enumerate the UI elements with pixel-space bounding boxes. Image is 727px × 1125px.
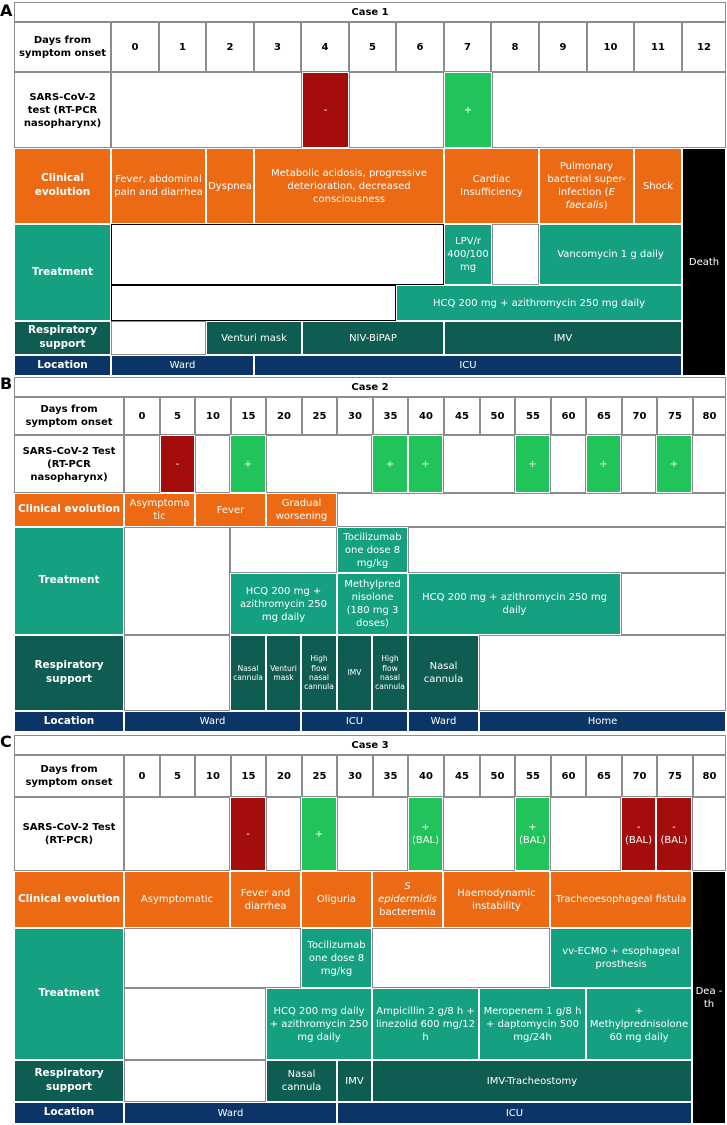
case2-day-header: 75 (657, 397, 693, 435)
case3-day-header: 80 (693, 755, 726, 797)
case3-clinical-text (375, 880, 440, 919)
case2-test-empty (692, 435, 726, 493)
case3-test-empty (266, 797, 301, 871)
case2-clinical-label: Clinical evolution (14, 493, 124, 527)
case1-test-empty (492, 72, 726, 148)
case3-treatment-drug: HCQ 200 mg daily + azithromycin 250 mg daily (266, 988, 372, 1060)
case3-test-empty (443, 797, 515, 871)
case3-day-header: 25 (302, 755, 337, 797)
case2-day-header: 80 (693, 397, 726, 435)
case3-day-header: 0 (124, 755, 160, 797)
case2-days-label: Days from symptom onset (14, 397, 124, 435)
case3-test-negative-bal: - (BAL) (621, 797, 656, 871)
case3-clinical-text: bacteremia (379, 907, 436, 918)
case2-test-label: SARS-CoV-2 Test (RT-PCR nasopharynx) (14, 435, 124, 493)
case3-day-header: 75 (657, 755, 693, 797)
case2-treatment-empty (621, 573, 726, 635)
case1-clinical-event: Dyspnea (206, 148, 254, 224)
case1-test-day4-negative: - (302, 72, 349, 148)
case1-day-header: 6 (396, 22, 444, 72)
case1-clinical-event: Metabolic acidosis, progressive deterioration, decreased consciousness (254, 148, 444, 224)
case3-test-positive-bal: + (BAL) (515, 797, 550, 871)
case1-clinical-event: Fever, abdominal pain and diarrhea (111, 148, 206, 224)
case3-respiratory-support: IMV (337, 1060, 372, 1102)
case2-respiratory-label: Respiratory support (14, 635, 124, 711)
case3-treatment-drug: vv-ECMO + esophageal prosthesis (550, 928, 692, 988)
case2-location: Home (479, 711, 726, 732)
case1-clinical-organism: E faecalis (565, 187, 615, 211)
case2-test-positive: + (656, 435, 692, 493)
case3-day-header: 15 (231, 755, 266, 797)
case2-treatment-drug: HCQ 200 mg + azithromycin 250 mg daily (408, 573, 621, 635)
case1-treatment-empty (111, 285, 396, 321)
case2-test-positive: + (408, 435, 443, 493)
case1-clinical-event: Shock (634, 148, 682, 224)
case2-day-header: 20 (266, 397, 302, 435)
case2-treatment-drug: HCQ 200 mg + azithromycin 250 mg daily (230, 573, 337, 635)
case3-treatment-empty (124, 928, 301, 988)
case3-days-label: Days from symptom onset (14, 755, 124, 797)
case2-day-header: 70 (622, 397, 657, 435)
case2-treatment-label: Treatment (14, 527, 124, 635)
case2-test-empty (550, 435, 586, 493)
case2-treatment-empty (124, 527, 230, 635)
case1-clinical-text (542, 160, 631, 212)
case2-test-empty (621, 435, 656, 493)
case1-treatment-drug: HCQ 200 mg + azithromycin 250 mg daily (396, 285, 682, 321)
case1-day-header: 0 (111, 22, 159, 72)
case2-treatment-empty (408, 527, 726, 573)
case2-respiratory-support: High flow nasal cannula (372, 635, 408, 711)
case3-day-header: 20 (266, 755, 302, 797)
case2-day-header: 50 (480, 397, 515, 435)
case1-day-header: 5 (349, 22, 396, 72)
case3-day-header: 30 (337, 755, 373, 797)
case1-location: ICU (254, 355, 682, 376)
case1-day-header: 8 (491, 22, 539, 72)
panel-label-c: C (0, 732, 12, 751)
case2-test-positive: + (586, 435, 621, 493)
case1-respiratory-empty (111, 321, 206, 355)
case2-test-positive: + (230, 435, 266, 493)
case2-treatment-empty (230, 527, 337, 573)
case1-respiratory-support: Venturi mask (206, 321, 302, 355)
case2-day-header: 25 (302, 397, 337, 435)
case3-clinical-event: Haemodynamic instability (443, 871, 550, 928)
case3-treatment-drug: Ampicillin 2 g/8 h + linezolid 600 mg/12 h (372, 988, 479, 1060)
case2-clinical-empty (337, 493, 726, 527)
case1-day-header: 2 (206, 22, 254, 72)
case2-day-header: 35 (373, 397, 408, 435)
panel-label-a: A (0, 1, 13, 20)
case1-day-header: 4 (301, 22, 349, 72)
case2-location: ICU (301, 711, 408, 732)
case3-location-label: Location (14, 1102, 124, 1124)
case3-test-empty (337, 797, 408, 871)
case1-clinical-text: Pulmonary bacterial super-infection ( (547, 161, 626, 198)
case2-test-negative: - (160, 435, 195, 493)
case2-day-header: 30 (337, 397, 373, 435)
case1-day-header: 11 (634, 22, 682, 72)
case2-day-header: 60 (551, 397, 586, 435)
case3-respiratory-support: IMV-Tracheostomy (372, 1060, 692, 1102)
case2-day-header: 40 (408, 397, 444, 435)
case2-respiratory-empty (124, 635, 230, 711)
case1-test-label: SARS-CoV-2 test (RT-PCR nasopharynx) (14, 72, 111, 148)
case2-test-empty (443, 435, 515, 493)
case1-treatment-drug: LPV/r 400/100 mg (444, 224, 492, 285)
case1-treatment-empty (492, 224, 539, 285)
case2-day-header: 10 (195, 397, 231, 435)
case1-days-label: Days from symptom onset (14, 22, 111, 72)
case1-respiratory-support: IMV (444, 321, 682, 355)
case3-respiratory-empty (124, 1060, 266, 1102)
case2-day-header: 15 (231, 397, 266, 435)
case1-clinical-event: Cardiac Insufficiency (444, 148, 539, 224)
case3-test-label: SARS-CoV-2 Test (RT-PCR) (14, 797, 124, 871)
case2-respiratory-support: IMV (337, 635, 372, 711)
case1-clinical-text: ) (603, 200, 608, 211)
case1-test-empty (111, 72, 302, 148)
case3-day-header: 5 (160, 755, 195, 797)
case3-test-positive: + (301, 797, 337, 871)
case3-treatment-drug: + Methylprednisolone 60 mg daily (586, 988, 692, 1060)
case2-location: Ward (124, 711, 301, 732)
case2-location: Ward (408, 711, 479, 732)
case1-day-header: 12 (682, 22, 726, 72)
case3-clinical-event: Oliguria (301, 871, 372, 928)
case1-respiratory-support: NIV-BiPAP (302, 321, 444, 355)
case1-respiratory-label: Respiratory support (14, 321, 111, 355)
case2-clinical-event: Fever (195, 493, 266, 527)
case3-test-empty (124, 797, 230, 871)
case3-clinical-event (372, 871, 443, 928)
case3-day-header: 55 (515, 755, 551, 797)
case3-day-header: 70 (622, 755, 657, 797)
case3-respiratory-label: Respiratory support (14, 1060, 124, 1102)
case1-day-header: 1 (159, 22, 206, 72)
case2-treatment-drug: Methylpred nisolone (180 mg 3 doses) (337, 573, 408, 635)
case2-respiratory-empty (479, 635, 726, 711)
case1-treatment-drug: Vancomycin 1 g daily (539, 224, 682, 285)
case3-treatment-drug: Meropenem 1 g/8 h + daptomycin 500 mg/24h (479, 988, 586, 1060)
case3-treatment-drug: Tocilizumab one dose 8 mg/kg (301, 928, 372, 988)
case1-death: Death (682, 148, 726, 376)
case1-location-label: Location (14, 355, 111, 376)
case3-day-header: 35 (373, 755, 408, 797)
case1-title: Case 1 (14, 2, 726, 22)
case3-clinical-label: Clinical evolution (14, 871, 124, 928)
case2-clinical-event: Asymptoma tic (124, 493, 195, 527)
case3-test-empty (692, 797, 726, 871)
case2-test-positive: + (515, 435, 550, 493)
case1-clinical-event (539, 148, 634, 224)
case2-clinical-event: Gradual worsening (266, 493, 337, 527)
case1-test-empty (349, 72, 444, 148)
case1-test-day7-positive: + (444, 72, 492, 148)
case3-day-header: 45 (444, 755, 480, 797)
case3-test-positive-bal: + (BAL) (408, 797, 443, 871)
case3-respiratory-support: Nasal cannula (266, 1060, 337, 1102)
case3-test-negative-bal: - (BAL) (656, 797, 692, 871)
case2-day-header: 45 (444, 397, 480, 435)
case1-treatment-label: Treatment (14, 224, 111, 321)
case2-test-empty (266, 435, 372, 493)
case3-day-header: 65 (586, 755, 622, 797)
case3-location: Ward (124, 1102, 337, 1124)
case1-clinical-label: Clinical evolution (14, 148, 111, 224)
case2-title: Case 2 (14, 377, 726, 397)
case3-test-empty (550, 797, 621, 871)
case1-day-header: 3 (254, 22, 301, 72)
case3-title: Case 3 (14, 735, 726, 755)
case2-respiratory-support: Venturi mask (266, 635, 301, 711)
case2-treatment-drug: Tocilizumab one dose 8 mg/kg (337, 527, 408, 573)
case2-day-header: 65 (586, 397, 622, 435)
case1-day-header: 10 (587, 22, 634, 72)
case2-test-positive: + (372, 435, 408, 493)
case2-day-header: 55 (515, 397, 551, 435)
case2-respiratory-support: Nasal cannula (408, 635, 479, 711)
case3-test-negative: - (230, 797, 266, 871)
case2-respiratory-support: Nasal cannula (230, 635, 266, 711)
case3-clinical-organism: S epidermidis (378, 881, 437, 905)
case3-day-header: 10 (195, 755, 231, 797)
case3-day-header: 40 (408, 755, 444, 797)
case2-test-empty (195, 435, 230, 493)
case3-treatment-empty (124, 988, 266, 1060)
case1-day-header: 9 (539, 22, 587, 72)
case3-clinical-event: Fever and diarrhea (230, 871, 301, 928)
case3-treatment-label: Treatment (14, 928, 124, 1060)
case3-location: ICU (337, 1102, 692, 1124)
case1-treatment-empty (111, 224, 444, 285)
case1-location: Ward (111, 355, 254, 376)
case3-day-header: 60 (551, 755, 586, 797)
panel-label-b: B (0, 374, 13, 393)
case2-test-empty (124, 435, 160, 493)
case2-location-label: Location (14, 711, 124, 732)
case3-day-header: 50 (480, 755, 515, 797)
case1-day-header: 7 (444, 22, 491, 72)
case3-clinical-event: Asymptomatic (124, 871, 230, 928)
case2-respiratory-support: High flow nasal cannula (301, 635, 337, 711)
case2-day-header: 0 (124, 397, 160, 435)
case3-treatment-empty (372, 928, 550, 988)
case3-death: Dea -th (692, 871, 726, 1124)
case2-day-header: 5 (160, 397, 195, 435)
case3-clinical-event: Tracheoesophageal fistula (550, 871, 692, 928)
